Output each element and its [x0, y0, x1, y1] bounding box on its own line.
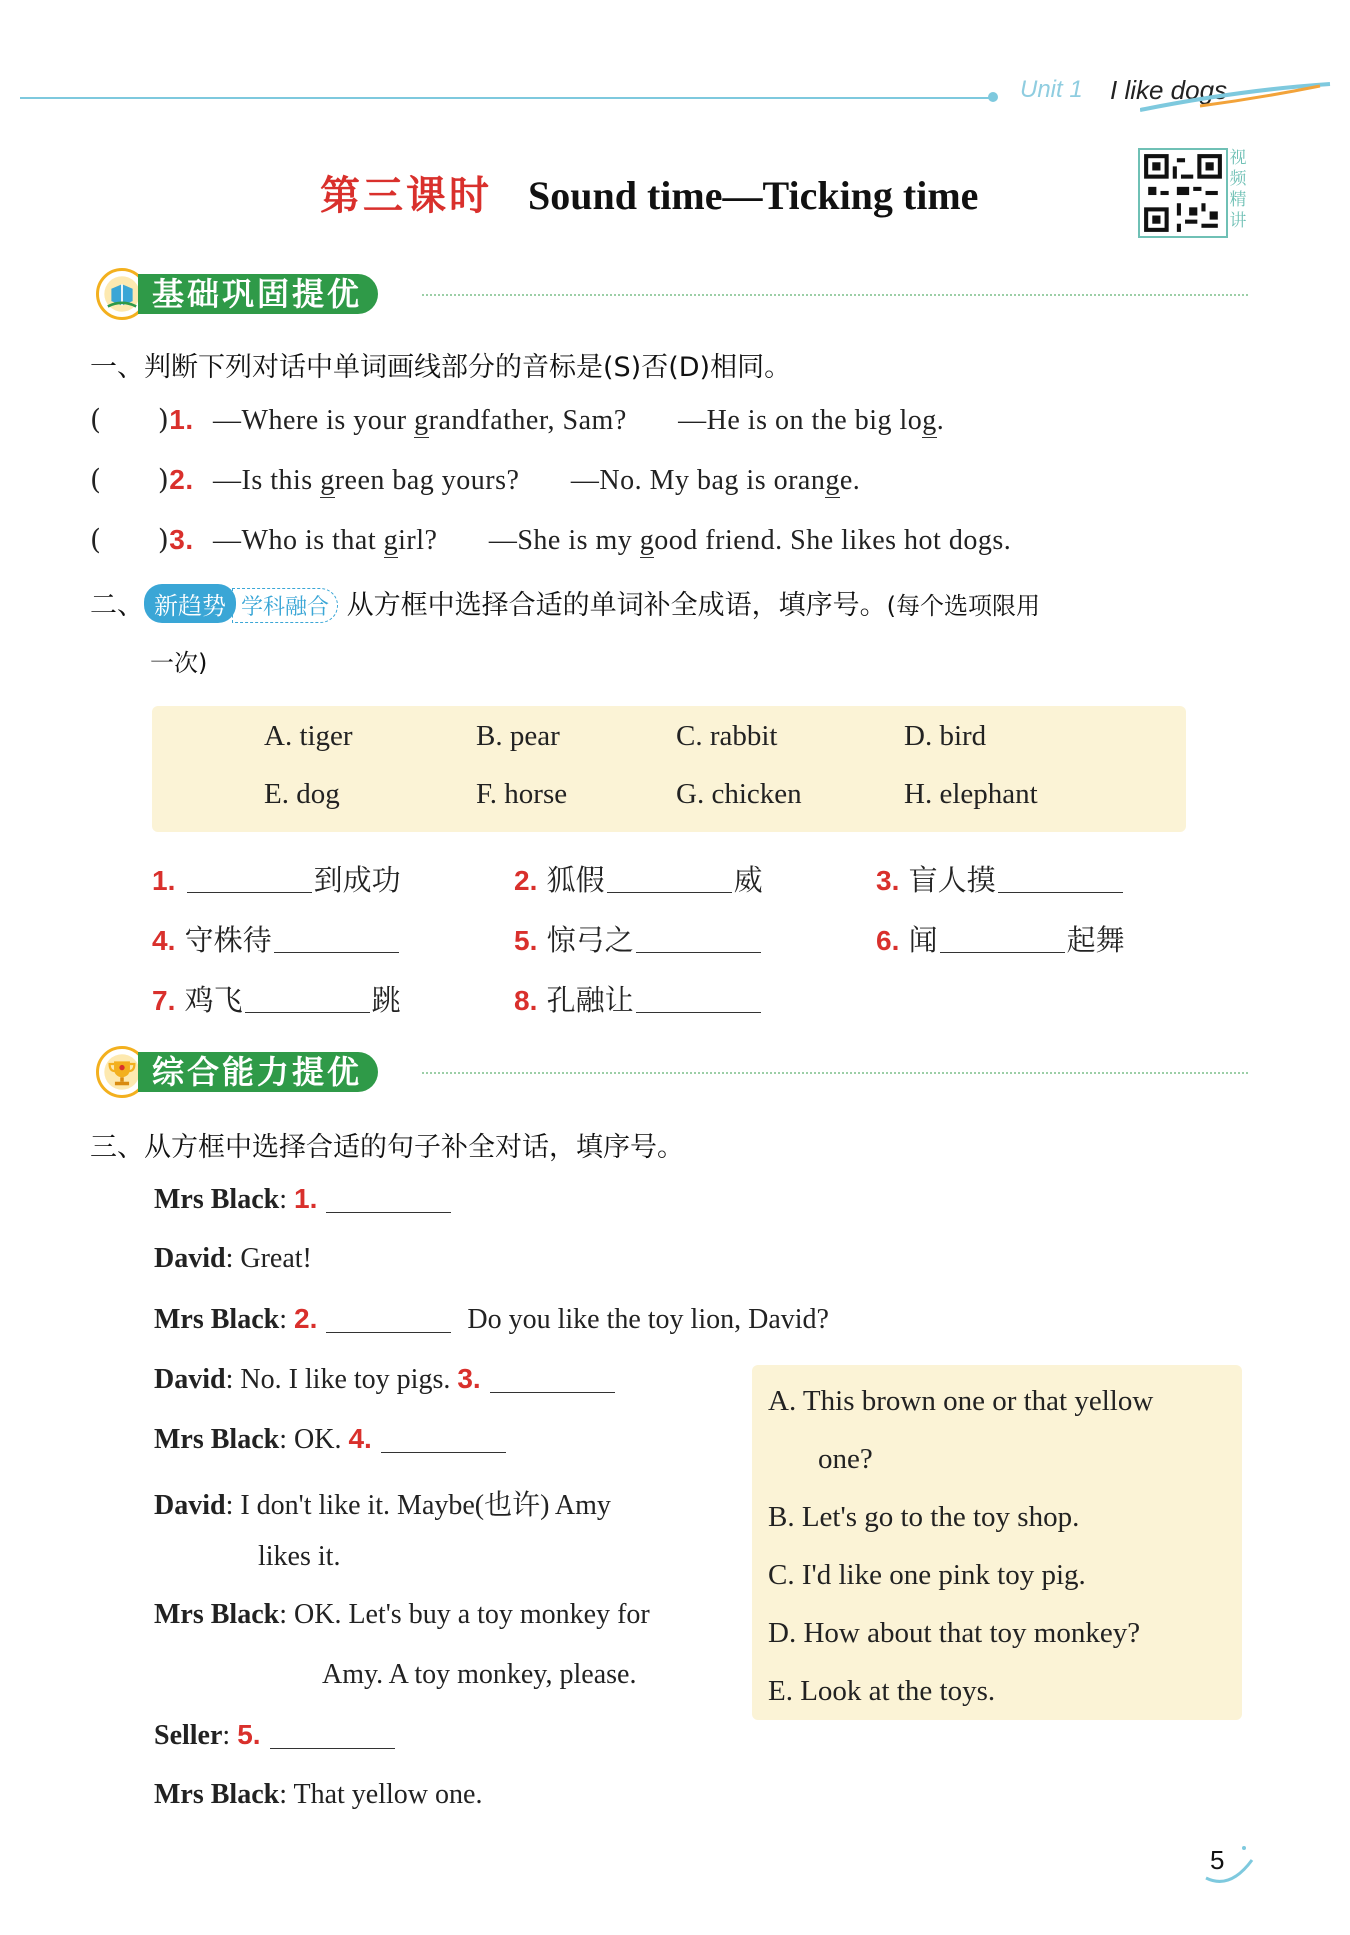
- lesson-title: [320, 164, 978, 221]
- answer-blank[interactable]: [607, 891, 732, 893]
- answer-blank[interactable]: [270, 1747, 395, 1749]
- dialogue-line: Seller: 5.: [154, 1719, 397, 1752]
- trend-badge: 新趋势: [144, 584, 236, 623]
- sentence-option-e: E. Look at the toys.: [768, 1675, 996, 1707]
- answer-blank[interactable]: [490, 1391, 615, 1393]
- page-number: 5: [1210, 1845, 1225, 1875]
- header-dot: [988, 92, 998, 102]
- dialogue-line: David: No. I like toy pigs. 3.: [154, 1363, 617, 1396]
- section-divider: [422, 294, 1248, 296]
- answer-paren[interactable]: ( ): [90, 403, 170, 436]
- answer-blank[interactable]: [274, 951, 399, 953]
- idiom-item: 6. 闻 起舞: [876, 923, 1125, 957]
- qr-code-icon[interactable]: [1138, 148, 1228, 238]
- option-a: A. tiger: [264, 720, 353, 752]
- qr-label: 视频精讲: [1229, 148, 1247, 231]
- answer-blank[interactable]: [381, 1451, 506, 1453]
- idiom-item: 3. 盲人摸: [876, 858, 1125, 899]
- q2-heading: 二、 新趋势 学科融合 从方框中选择合适的单词补全成语，填序号。(每个选项限用: [90, 583, 1040, 623]
- answer-paren[interactable]: ( ): [90, 523, 170, 556]
- option-f: F. horse: [476, 778, 568, 810]
- answer-blank[interactable]: [326, 1211, 451, 1213]
- section-banner-advanced: [96, 1050, 1250, 1094]
- dialogue-line: Mrs Black: 2. Do you like the toy lion, David?: [154, 1303, 829, 1335]
- option-h: H. elephant: [904, 778, 1038, 810]
- answer-blank[interactable]: [636, 951, 761, 953]
- unit-label: Unit 1: [1020, 76, 1083, 103]
- idiom-item: 4. 守株待: [152, 918, 401, 959]
- subject-badge: 学科融合: [232, 588, 338, 623]
- dialogue-line: David: I don't like it. Maybe(也许) Amy: [154, 1490, 611, 1521]
- dialogue-line: David: Great!: [154, 1243, 312, 1274]
- option-b: B. pear: [476, 720, 560, 752]
- sentence-option-a: A. This brown one or that yellow: [768, 1385, 1154, 1417]
- sentence-option-d: D. How about that toy monkey?: [768, 1617, 1141, 1649]
- dialogue-line: Mrs Black: OK. Let's buy a toy monkey for: [154, 1599, 650, 1630]
- idiom-item: 2. 狐假 威: [514, 863, 763, 897]
- dialogue-line-cont: likes it.: [258, 1541, 341, 1572]
- sentence-option-b: B. Let's go to the toy shop.: [768, 1501, 1080, 1533]
- idiom-item: 7. 鸡飞 跳: [152, 983, 401, 1017]
- lesson-title-cn: 第三课时: [320, 173, 492, 219]
- answer-blank[interactable]: [998, 891, 1123, 893]
- section-title: 基础巩固提优: [138, 274, 378, 314]
- option-g: G. chicken: [676, 778, 802, 810]
- option-d: D. bird: [904, 720, 987, 752]
- header-rule: [20, 97, 990, 99]
- dialogue-line-cont: Amy. A toy monkey, please.: [322, 1659, 637, 1690]
- dialogue-line: Mrs Black: OK. 4.: [154, 1423, 508, 1456]
- q1-item: ( )2. —Is this green bag yours? —No. My bag is orange.: [90, 463, 861, 496]
- answer-blank[interactable]: [940, 951, 1065, 953]
- q2-note-cont: 一次): [150, 649, 208, 677]
- dialogue-line: Mrs Black: That yellow one.: [154, 1779, 483, 1810]
- unit-title: I like dogs: [1110, 75, 1228, 105]
- section-title: 综合能力提优: [138, 1052, 378, 1092]
- q1-heading: 一、判断下列对话中单词画线部分的音标是(S)否(D)相同。: [90, 352, 792, 383]
- answer-blank[interactable]: [326, 1331, 451, 1333]
- q3-heading: 三、从方框中选择合适的句子补全对话，填序号。: [90, 1132, 684, 1163]
- section-banner-basic: [96, 272, 1250, 316]
- section-divider: [422, 1072, 1248, 1074]
- lesson-title-en: Sound time—Ticking time: [528, 173, 979, 218]
- q1-item: ( )3. —Who is that girl? —She is my good friend. She likes hot dogs.: [90, 523, 1012, 556]
- option-e: E. dog: [264, 778, 340, 810]
- answer-blank[interactable]: [187, 891, 312, 893]
- idiom-item: 1. 到成功: [152, 863, 401, 897]
- option-c: C. rabbit: [676, 720, 778, 752]
- answer-paren[interactable]: ( ): [90, 463, 170, 496]
- swoosh-icon: [1140, 80, 1340, 120]
- sentence-options-box: [752, 1365, 1242, 1720]
- page-number-decoration: [1200, 1838, 1260, 1888]
- idiom-item: 5. 惊弓之: [514, 918, 763, 959]
- sentence-option-a-cont: one?: [818, 1443, 873, 1475]
- sentence-option-c: C. I'd like one pink toy pig.: [768, 1559, 1086, 1591]
- idiom-item: 8. 孔融让: [514, 978, 763, 1019]
- answer-blank[interactable]: [245, 1011, 370, 1013]
- dialogue-line: Mrs Black: 1.: [154, 1183, 453, 1216]
- q1-item: ( )1. —Where is your grandfather, Sam? —He is on the big log.: [90, 403, 945, 436]
- answer-blank[interactable]: [636, 1011, 761, 1013]
